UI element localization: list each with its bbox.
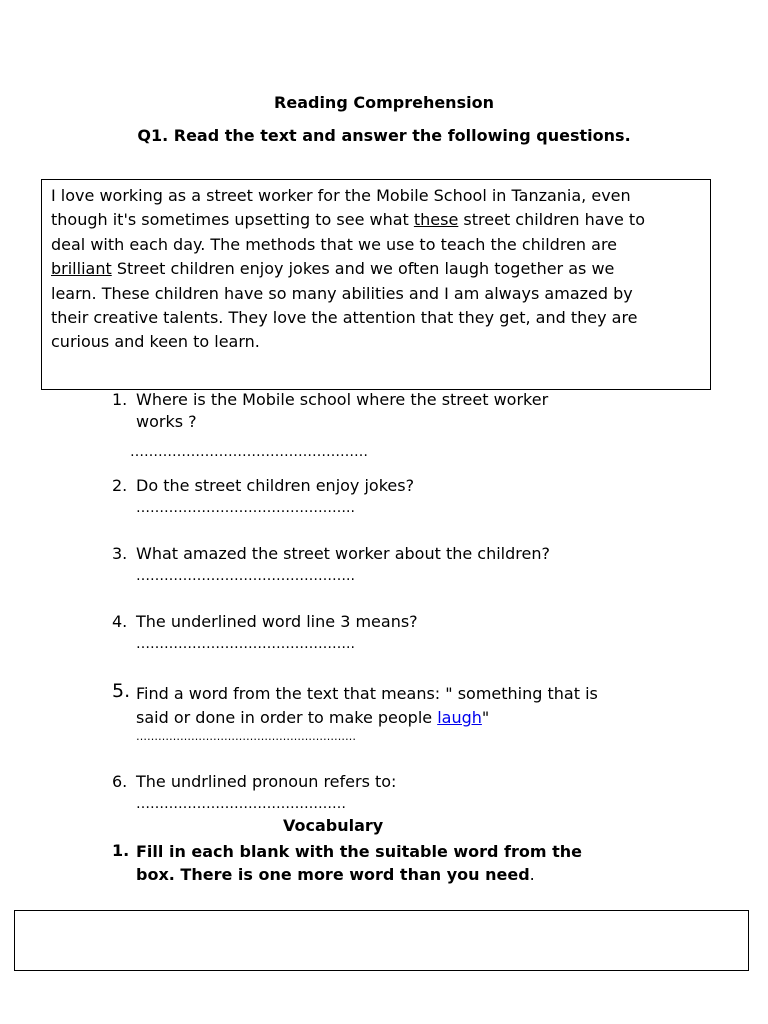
page-title: Reading Comprehension xyxy=(274,93,494,112)
question-number: 3. xyxy=(112,544,128,563)
question-text: The undrlined pronoun refers to: xyxy=(136,772,397,791)
passage-line: curious and keen to learn. xyxy=(51,332,260,352)
answer-line-4[interactable]: ……………………………………….. xyxy=(136,636,355,652)
word-box xyxy=(14,910,749,971)
underlined-word: brilliant xyxy=(51,259,112,279)
question-text: Find a word from the text that means: " something that is xyxy=(136,684,598,703)
question-text: The underlined word line 3 means? xyxy=(136,612,418,631)
instruction: Q1. Read the text and answer the following questions. xyxy=(137,126,631,145)
question-text: works ? xyxy=(136,412,197,431)
question-number: 4. xyxy=(112,612,128,631)
passage-line: deal with each day. The methods that we use to teach the children are xyxy=(51,234,618,254)
answer-line-1[interactable]: …………………………………………… xyxy=(130,444,368,460)
passage-line: their creative talents. They love the attention that they get, and they are xyxy=(51,308,638,328)
passage-box xyxy=(41,179,711,390)
laugh-link[interactable]: laugh xyxy=(437,708,482,727)
underlined-pronoun: these xyxy=(413,210,459,230)
answer-line-6[interactable]: ……………………………………… xyxy=(136,796,346,812)
answer-line-2[interactable]: ……………………………………….. xyxy=(136,500,355,516)
question-number: 1. xyxy=(112,390,128,409)
question-text: said or done in order to make people laugh" xyxy=(136,708,490,727)
question-text: What amazed the street worker about the children? xyxy=(136,544,550,563)
passage-line: learn. These children have so many abilities and I am always amazed by xyxy=(51,283,633,303)
question-number: 2. xyxy=(112,476,128,495)
question-number: 5. xyxy=(112,680,131,702)
question-text: Do the street children enjoy jokes? xyxy=(136,476,415,495)
vocabulary-heading: Vocabulary xyxy=(283,816,384,835)
answer-line-5[interactable]: …………………………………………………… xyxy=(136,730,356,743)
passage-line: though it's sometimes upsetting to see what these street children have to xyxy=(51,210,645,230)
question-text: Where is the Mobile school where the street worker xyxy=(136,390,549,409)
vocabulary-number: 1. xyxy=(112,841,130,860)
passage-line: brilliant Street children enjoy jokes and we often laugh together as we xyxy=(51,259,615,279)
passage-line: I love working as a street worker for the Mobile School in Tanzania, even xyxy=(51,186,631,205)
answer-line-3[interactable]: ……………………………………….. xyxy=(136,568,355,584)
question-number: 6. xyxy=(112,772,128,791)
